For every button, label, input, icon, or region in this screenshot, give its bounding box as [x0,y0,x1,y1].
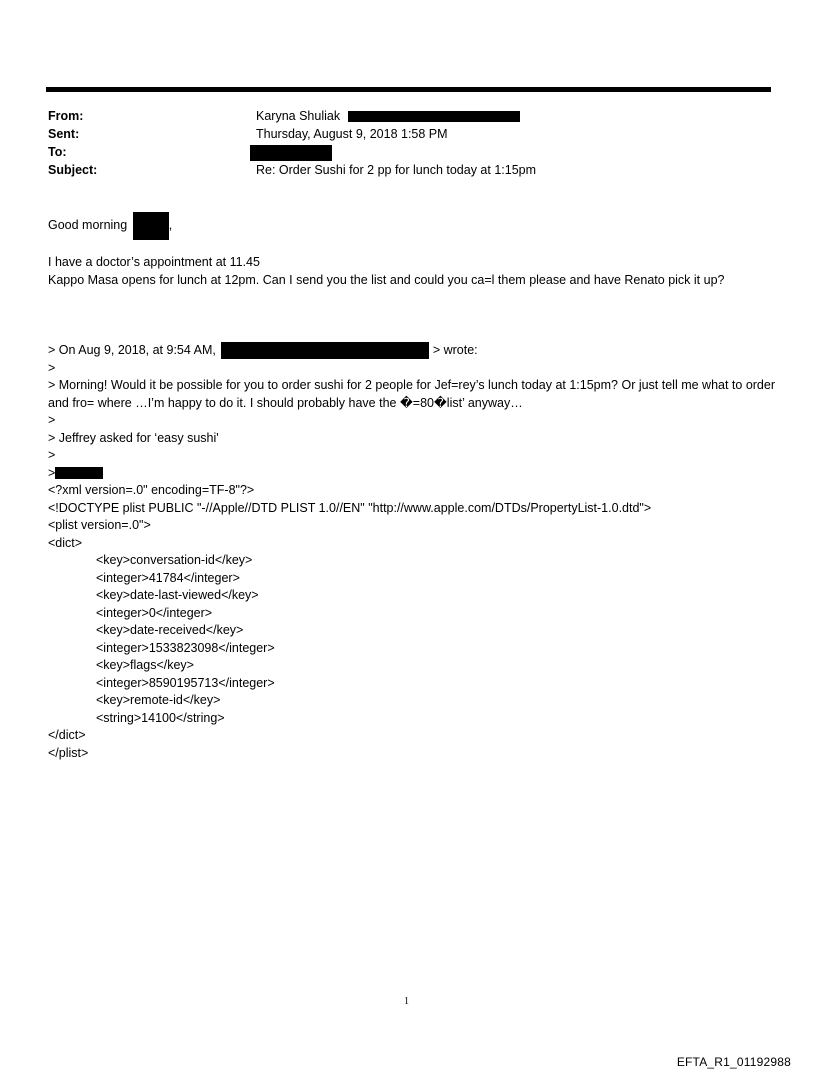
plist-line: <key>date-last-viewed</key> [96,588,259,602]
greeting-text: Good morning [48,218,128,233]
plist-line: </dict> [48,728,86,742]
plist-line: <!DOCTYPE plist PUBLIC "-//Apple//DTD PLIST 1.0//EN" "http://www.apple.com/DTDs/PropertyList-1.0.dtd"> [48,500,652,515]
plist-line: <?xml version=.0" encoding=TF-8"?> [48,483,255,497]
greeting-comma: , [168,218,173,233]
plist-line: <plist version=.0"> [48,518,151,532]
plist-line: <key>conversation-id</key> [96,553,253,567]
plist-line: <key>remote-id</key> [96,693,221,707]
message-line: Kappo Masa opens for lunch at 12pm. Can I send you the list and could you ca=l them please and have Renato pick it up? [48,272,725,287]
quote-line: > [48,360,56,375]
plist-line: </plist> [48,745,89,760]
plist-line: <integer>1533823098</integer> [96,640,275,655]
redaction-bar [221,342,429,359]
greeting-line [48,212,778,240]
quote-line: > Morning! Would it be possible for you to order sushi for 2 people for Jef=rey’s lunch today at 1:15pm? Or just tell me what to order and fro= where …I’m happy to do it. I should probably have the �=80�list’ anyway… [48,378,776,410]
plist-line: <integer>8590195713</integer> [96,675,275,690]
quote-intro-line [48,342,778,360]
plist-line: <key>date-received</key> [96,623,244,637]
plist-block [48,482,778,762]
quote-line: > Jeffrey asked for ‘easy sushi' [48,430,219,445]
redaction-bar [133,212,169,240]
from-label: From: [48,109,84,123]
sent-value: Thursday, August 9, 2018 1:58 PM [256,127,448,141]
quote-line-redacted [48,465,778,483]
redaction-bar [55,467,103,479]
plist-line: <key>flags</key> [96,658,194,672]
quote-line: > [48,448,56,462]
message-body [48,254,778,289]
quote-marker: > [48,465,56,480]
redaction-bar [348,111,520,122]
quote-line: > [48,413,56,427]
from-name: Karyna Shuliak [256,109,341,123]
quote-intro-start: > On Aug 9, 2018, at 9:54 AM, [48,343,216,357]
plist-line: <integer>0</integer> [96,605,213,620]
quoted-message [48,342,778,762]
to-label: To: [48,145,67,159]
header-divider-rule [46,87,771,92]
subject-value: Re: Order Sushi for 2 pp for lunch today at 1:15pm [256,163,537,177]
from-value [256,107,520,125]
plist-line: <string>14100</string> [96,710,225,725]
message-line: I have a doctor’s appointment at 11.45 [48,255,260,269]
to-value [256,143,332,161]
quote-intro-end: > wrote: [432,343,478,357]
plist-line: <integer>41784</integer> [96,570,240,585]
page-number: 1 [404,996,409,1007]
bates-number: EFTA_R1_01192988 [676,1055,791,1069]
subject-label: Subject: [48,163,98,177]
redaction-bar [250,145,332,161]
plist-line: <dict> [48,535,83,550]
sent-label: Sent: [48,127,80,141]
